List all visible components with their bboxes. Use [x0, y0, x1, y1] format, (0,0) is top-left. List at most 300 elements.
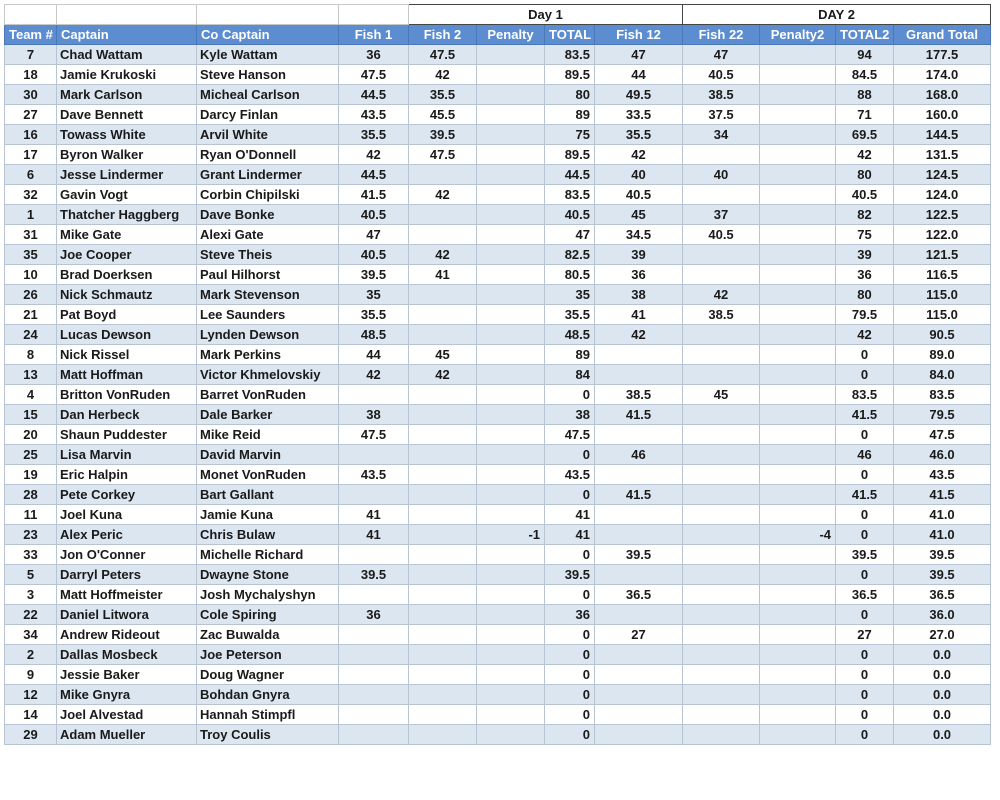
total2-cell[interactable]: 0 — [836, 365, 894, 385]
co-captain-cell[interactable]: Victor Khmelovskiy — [197, 365, 339, 385]
penalty2-header[interactable]: Penalty2 — [760, 25, 836, 45]
co-captain-cell[interactable]: Mike Reid — [197, 425, 339, 445]
penalty-cell[interactable] — [477, 65, 545, 85]
fish12-cell[interactable] — [595, 345, 683, 365]
fish12-cell[interactable] — [595, 645, 683, 665]
blank-cell[interactable] — [339, 5, 409, 25]
captain-cell[interactable]: Mike Gate — [57, 225, 197, 245]
team-number-cell[interactable]: 30 — [5, 85, 57, 105]
total-cell[interactable]: 44.5 — [545, 165, 595, 185]
total-cell[interactable]: 36 — [545, 605, 595, 625]
team-number-cell[interactable]: 31 — [5, 225, 57, 245]
grand-total-cell[interactable]: 41.0 — [894, 525, 991, 545]
fish2-cell[interactable] — [409, 665, 477, 685]
team-number-cell[interactable]: 11 — [5, 505, 57, 525]
total2-cell[interactable]: 69.5 — [836, 125, 894, 145]
fish22-cell[interactable] — [683, 345, 760, 365]
penalty-cell[interactable] — [477, 225, 545, 245]
penalty2-cell[interactable] — [760, 225, 836, 245]
co-captain-cell[interactable]: Ryan O'Donnell — [197, 145, 339, 165]
fish2-cell[interactable]: 47.5 — [409, 145, 477, 165]
blank-cell[interactable] — [197, 5, 339, 25]
total-cell[interactable]: 84 — [545, 365, 595, 385]
fish22-cell[interactable] — [683, 265, 760, 285]
fish2-header[interactable]: Fish 2 — [409, 25, 477, 45]
captain-cell[interactable]: Jon O'Conner — [57, 545, 197, 565]
total2-cell[interactable]: 39.5 — [836, 545, 894, 565]
fish22-cell[interactable] — [683, 185, 760, 205]
penalty-cell[interactable] — [477, 665, 545, 685]
fish1-cell[interactable]: 47 — [339, 225, 409, 245]
fish2-cell[interactable]: 42 — [409, 365, 477, 385]
co-captain-cell[interactable]: Paul Hilhorst — [197, 265, 339, 285]
fish22-cell[interactable] — [683, 325, 760, 345]
total2-cell[interactable]: 80 — [836, 285, 894, 305]
team-number-cell[interactable]: 15 — [5, 405, 57, 425]
fish2-cell[interactable] — [409, 585, 477, 605]
fish22-cell[interactable] — [683, 465, 760, 485]
penalty-cell[interactable]: -1 — [477, 525, 545, 545]
fish1-cell[interactable]: 47.5 — [339, 425, 409, 445]
penalty-cell[interactable] — [477, 465, 545, 485]
fish1-cell[interactable]: 48.5 — [339, 325, 409, 345]
fish22-cell[interactable]: 34 — [683, 125, 760, 145]
co-captain-cell[interactable]: Barret VonRuden — [197, 385, 339, 405]
fish12-cell[interactable] — [595, 605, 683, 625]
penalty2-cell[interactable] — [760, 605, 836, 625]
co-captain-cell[interactable]: Josh Mychalyshyn — [197, 585, 339, 605]
penalty2-cell[interactable] — [760, 585, 836, 605]
fish1-cell[interactable]: 36 — [339, 45, 409, 65]
fish1-header[interactable]: Fish 1 — [339, 25, 409, 45]
team-number-cell[interactable]: 33 — [5, 545, 57, 565]
captain-cell[interactable]: Jesse Lindermer — [57, 165, 197, 185]
total2-cell[interactable]: 94 — [836, 45, 894, 65]
co-captain-cell[interactable]: Bohdan Gnyra — [197, 685, 339, 705]
co-captain-cell[interactable]: Steve Hanson — [197, 65, 339, 85]
fish12-cell[interactable]: 47 — [595, 45, 683, 65]
captain-cell[interactable]: Towass White — [57, 125, 197, 145]
fish22-cell[interactable]: 40.5 — [683, 65, 760, 85]
fish22-cell[interactable] — [683, 245, 760, 265]
fish2-cell[interactable]: 42 — [409, 245, 477, 265]
fish22-cell[interactable] — [683, 605, 760, 625]
penalty2-cell[interactable] — [760, 265, 836, 285]
co-captain-cell[interactable]: Corbin Chipilski — [197, 185, 339, 205]
total2-cell[interactable]: 46 — [836, 445, 894, 465]
penalty-cell[interactable] — [477, 85, 545, 105]
fish2-cell[interactable] — [409, 625, 477, 645]
fish22-cell[interactable] — [683, 645, 760, 665]
fish1-cell[interactable]: 40.5 — [339, 245, 409, 265]
grand-total-cell[interactable]: 0.0 — [894, 725, 991, 745]
total2-cell[interactable]: 0 — [836, 705, 894, 725]
fish1-cell[interactable] — [339, 685, 409, 705]
penalty-cell[interactable] — [477, 425, 545, 445]
fish1-cell[interactable]: 39.5 — [339, 265, 409, 285]
penalty-cell[interactable] — [477, 545, 545, 565]
captain-cell[interactable]: Jessie Baker — [57, 665, 197, 685]
penalty2-cell[interactable] — [760, 465, 836, 485]
fish12-cell[interactable]: 44 — [595, 65, 683, 85]
team-number-cell[interactable]: 24 — [5, 325, 57, 345]
team-number-cell[interactable]: 7 — [5, 45, 57, 65]
grand-total-cell[interactable]: 39.5 — [894, 565, 991, 585]
penalty-header[interactable]: Penalty — [477, 25, 545, 45]
fish22-cell[interactable] — [683, 705, 760, 725]
grand-total-cell[interactable]: 0.0 — [894, 645, 991, 665]
penalty2-cell[interactable] — [760, 65, 836, 85]
grand-total-cell[interactable]: 168.0 — [894, 85, 991, 105]
fish1-cell[interactable]: 38 — [339, 405, 409, 425]
total-cell[interactable]: 89.5 — [545, 145, 595, 165]
fish22-cell[interactable]: 38.5 — [683, 305, 760, 325]
penalty2-cell[interactable] — [760, 205, 836, 225]
fish1-cell[interactable] — [339, 545, 409, 565]
total2-cell[interactable]: 0 — [836, 565, 894, 585]
fish1-cell[interactable]: 44.5 — [339, 165, 409, 185]
captain-cell[interactable]: Andrew Rideout — [57, 625, 197, 645]
total2-cell[interactable]: 79.5 — [836, 305, 894, 325]
fish12-cell[interactable] — [595, 425, 683, 445]
grand-total-cell[interactable]: 122.5 — [894, 205, 991, 225]
total-cell[interactable]: 0 — [545, 485, 595, 505]
fish12-cell[interactable] — [595, 705, 683, 725]
grand-total-cell[interactable]: 47.5 — [894, 425, 991, 445]
penalty2-cell[interactable] — [760, 165, 836, 185]
penalty-cell[interactable] — [477, 365, 545, 385]
fish2-cell[interactable] — [409, 305, 477, 325]
penalty-cell[interactable] — [477, 325, 545, 345]
fish2-cell[interactable]: 45.5 — [409, 105, 477, 125]
penalty2-cell[interactable] — [760, 705, 836, 725]
grand-total-cell[interactable]: 36.0 — [894, 605, 991, 625]
fish22-cell[interactable]: 42 — [683, 285, 760, 305]
grand-total-cell[interactable]: 144.5 — [894, 125, 991, 145]
fish22-cell[interactable] — [683, 145, 760, 165]
fish12-cell[interactable]: 41.5 — [595, 485, 683, 505]
total2-cell[interactable]: 36 — [836, 265, 894, 285]
co-captain-cell[interactable]: Doug Wagner — [197, 665, 339, 685]
fish1-cell[interactable]: 39.5 — [339, 565, 409, 585]
grand-total-cell[interactable]: 116.5 — [894, 265, 991, 285]
captain-cell[interactable]: Pete Corkey — [57, 485, 197, 505]
team-number-cell[interactable]: 13 — [5, 365, 57, 385]
team-number-cell[interactable]: 5 — [5, 565, 57, 585]
total2-cell[interactable]: 84.5 — [836, 65, 894, 85]
captain-cell[interactable]: Darryl Peters — [57, 565, 197, 585]
captain-cell[interactable]: Lisa Marvin — [57, 445, 197, 465]
fish22-cell[interactable] — [683, 565, 760, 585]
penalty2-cell[interactable] — [760, 505, 836, 525]
co-captain-cell[interactable]: Troy Coulis — [197, 725, 339, 745]
co-captain-cell[interactable]: Dave Bonke — [197, 205, 339, 225]
grand-total-cell[interactable]: 115.0 — [894, 285, 991, 305]
penalty2-cell[interactable] — [760, 445, 836, 465]
fish22-cell[interactable] — [683, 505, 760, 525]
total-cell[interactable]: 35.5 — [545, 305, 595, 325]
fish1-cell[interactable]: 35.5 — [339, 305, 409, 325]
fish2-cell[interactable] — [409, 545, 477, 565]
fish22-cell[interactable] — [683, 365, 760, 385]
team-number-cell[interactable]: 28 — [5, 485, 57, 505]
fish12-cell[interactable]: 40 — [595, 165, 683, 185]
fish12-cell[interactable]: 39.5 — [595, 545, 683, 565]
penalty2-cell[interactable] — [760, 385, 836, 405]
fish12-cell[interactable]: 38.5 — [595, 385, 683, 405]
total-cell[interactable]: 48.5 — [545, 325, 595, 345]
total-cell[interactable]: 0 — [545, 625, 595, 645]
fish1-cell[interactable]: 42 — [339, 145, 409, 165]
fish2-cell[interactable]: 42 — [409, 185, 477, 205]
penalty-cell[interactable] — [477, 285, 545, 305]
co-captain-cell[interactable]: Dale Barker — [197, 405, 339, 425]
co-captain-cell[interactable]: Zac Buwalda — [197, 625, 339, 645]
total2-cell[interactable]: 0 — [836, 605, 894, 625]
total-cell[interactable]: 0 — [545, 725, 595, 745]
grand-total-cell[interactable]: 177.5 — [894, 45, 991, 65]
grand-total-cell[interactable]: 41.0 — [894, 505, 991, 525]
fish12-cell[interactable]: 39 — [595, 245, 683, 265]
penalty-cell[interactable] — [477, 105, 545, 125]
co-captain-cell[interactable]: Cole Spiring — [197, 605, 339, 625]
total2-cell[interactable]: 0 — [836, 345, 894, 365]
co-captain-cell[interactable]: Arvil White — [197, 125, 339, 145]
grand-total-cell[interactable]: 83.5 — [894, 385, 991, 405]
captain-cell[interactable]: Dave Bennett — [57, 105, 197, 125]
total-cell[interactable]: 83.5 — [545, 45, 595, 65]
fish1-cell[interactable]: 36 — [339, 605, 409, 625]
fish12-cell[interactable] — [595, 725, 683, 745]
penalty2-cell[interactable] — [760, 665, 836, 685]
team-number-cell[interactable]: 18 — [5, 65, 57, 85]
penalty2-cell[interactable] — [760, 365, 836, 385]
penalty-cell[interactable] — [477, 245, 545, 265]
fish12-cell[interactable] — [595, 665, 683, 685]
fish12-cell[interactable]: 46 — [595, 445, 683, 465]
captain-cell[interactable]: Nick Schmautz — [57, 285, 197, 305]
fish22-cell[interactable] — [683, 485, 760, 505]
captain-cell[interactable]: Thatcher Haggberg — [57, 205, 197, 225]
fish22-header[interactable]: Fish 22 — [683, 25, 760, 45]
captain-cell[interactable]: Gavin Vogt — [57, 185, 197, 205]
grand-total-cell[interactable]: 46.0 — [894, 445, 991, 465]
day1-label[interactable]: Day 1 — [409, 5, 683, 25]
grand-total-cell[interactable]: 0.0 — [894, 665, 991, 685]
fish2-cell[interactable] — [409, 485, 477, 505]
fish1-cell[interactable]: 35.5 — [339, 125, 409, 145]
total2-cell[interactable]: 71 — [836, 105, 894, 125]
penalty-cell[interactable] — [477, 625, 545, 645]
total-cell[interactable]: 40.5 — [545, 205, 595, 225]
team-number-cell[interactable]: 16 — [5, 125, 57, 145]
total-cell[interactable]: 0 — [545, 385, 595, 405]
penalty-cell[interactable] — [477, 265, 545, 285]
total-cell[interactable]: 0 — [545, 645, 595, 665]
fish2-cell[interactable] — [409, 445, 477, 465]
team-number-cell[interactable]: 17 — [5, 145, 57, 165]
penalty2-cell[interactable] — [760, 285, 836, 305]
grand-total-cell[interactable]: 115.0 — [894, 305, 991, 325]
co-captain-cell[interactable]: Micheal Carlson — [197, 85, 339, 105]
grand-total-cell[interactable]: 90.5 — [894, 325, 991, 345]
fish12-header[interactable]: Fish 12 — [595, 25, 683, 45]
fish1-cell[interactable]: 40.5 — [339, 205, 409, 225]
fish2-cell[interactable] — [409, 405, 477, 425]
fish2-cell[interactable]: 45 — [409, 345, 477, 365]
penalty2-cell[interactable] — [760, 625, 836, 645]
fish2-cell[interactable]: 39.5 — [409, 125, 477, 145]
captain-cell[interactable]: Adam Mueller — [57, 725, 197, 745]
fish12-cell[interactable] — [595, 525, 683, 545]
total-cell[interactable]: 89.5 — [545, 65, 595, 85]
co-captain-cell[interactable]: Kyle Wattam — [197, 45, 339, 65]
team-number-cell[interactable]: 1 — [5, 205, 57, 225]
fish2-cell[interactable] — [409, 525, 477, 545]
team-number-cell[interactable]: 27 — [5, 105, 57, 125]
fish12-cell[interactable]: 27 — [595, 625, 683, 645]
total-cell[interactable]: 47.5 — [545, 425, 595, 445]
fish12-cell[interactable]: 38 — [595, 285, 683, 305]
total2-cell[interactable]: 42 — [836, 145, 894, 165]
fish22-cell[interactable] — [683, 625, 760, 645]
team-number-cell[interactable]: 8 — [5, 345, 57, 365]
fish22-cell[interactable]: 37 — [683, 205, 760, 225]
co-captain-cell[interactable]: Steve Theis — [197, 245, 339, 265]
penalty-cell[interactable] — [477, 485, 545, 505]
penalty-cell[interactable] — [477, 565, 545, 585]
fish12-cell[interactable] — [595, 685, 683, 705]
fish22-cell[interactable] — [683, 445, 760, 465]
fish1-cell[interactable] — [339, 485, 409, 505]
co-captain-header[interactable]: Co Captain — [197, 25, 339, 45]
fish12-cell[interactable]: 40.5 — [595, 185, 683, 205]
grand-total-cell[interactable]: 27.0 — [894, 625, 991, 645]
fish22-cell[interactable] — [683, 545, 760, 565]
co-captain-cell[interactable]: Mark Stevenson — [197, 285, 339, 305]
fish22-cell[interactable] — [683, 725, 760, 745]
total2-cell[interactable]: 75 — [836, 225, 894, 245]
team-number-cell[interactable]: 6 — [5, 165, 57, 185]
total-cell[interactable]: 43.5 — [545, 465, 595, 485]
fish1-cell[interactable]: 41 — [339, 525, 409, 545]
penalty-cell[interactable] — [477, 125, 545, 145]
captain-cell[interactable]: Pat Boyd — [57, 305, 197, 325]
total-cell[interactable]: 0 — [545, 445, 595, 465]
total2-cell[interactable]: 0 — [836, 465, 894, 485]
captain-cell[interactable]: Chad Wattam — [57, 45, 197, 65]
total2-header[interactable]: TOTAL2 — [836, 25, 894, 45]
fish1-cell[interactable]: 43.5 — [339, 105, 409, 125]
total2-cell[interactable]: 41.5 — [836, 485, 894, 505]
fish22-cell[interactable]: 40.5 — [683, 225, 760, 245]
fish12-cell[interactable]: 36.5 — [595, 585, 683, 605]
grand-total-cell[interactable]: 124.0 — [894, 185, 991, 205]
penalty2-cell[interactable] — [760, 545, 836, 565]
fish2-cell[interactable] — [409, 705, 477, 725]
fish1-cell[interactable] — [339, 705, 409, 725]
captain-cell[interactable]: Dallas Mosbeck — [57, 645, 197, 665]
total2-cell[interactable]: 0 — [836, 425, 894, 445]
grand-total-cell[interactable]: 39.5 — [894, 545, 991, 565]
fish2-cell[interactable] — [409, 285, 477, 305]
penalty2-cell[interactable] — [760, 305, 836, 325]
co-captain-cell[interactable]: Joe Peterson — [197, 645, 339, 665]
fish12-cell[interactable]: 41 — [595, 305, 683, 325]
grand-total-cell[interactable]: 0.0 — [894, 705, 991, 725]
fish12-cell[interactable]: 36 — [595, 265, 683, 285]
fish12-cell[interactable]: 49.5 — [595, 85, 683, 105]
fish12-cell[interactable]: 42 — [595, 145, 683, 165]
fish2-cell[interactable] — [409, 505, 477, 525]
fish1-cell[interactable] — [339, 585, 409, 605]
total2-cell[interactable]: 39 — [836, 245, 894, 265]
co-captain-cell[interactable]: Hannah Stimpfl — [197, 705, 339, 725]
captain-cell[interactable]: Brad Doerksen — [57, 265, 197, 285]
penalty-cell[interactable] — [477, 305, 545, 325]
penalty-cell[interactable] — [477, 685, 545, 705]
captain-cell[interactable]: Matt Hoffman — [57, 365, 197, 385]
fish1-cell[interactable]: 44 — [339, 345, 409, 365]
fish2-cell[interactable] — [409, 725, 477, 745]
captain-cell[interactable]: Nick Rissel — [57, 345, 197, 365]
captain-cell[interactable]: Joel Alvestad — [57, 705, 197, 725]
team-number-cell[interactable]: 12 — [5, 685, 57, 705]
grand-total-cell[interactable]: 43.5 — [894, 465, 991, 485]
penalty-cell[interactable] — [477, 645, 545, 665]
penalty-cell[interactable] — [477, 385, 545, 405]
team-number-cell[interactable]: 14 — [5, 705, 57, 725]
fish22-cell[interactable]: 47 — [683, 45, 760, 65]
fish2-cell[interactable] — [409, 685, 477, 705]
captain-header[interactable]: Captain — [57, 25, 197, 45]
co-captain-cell[interactable]: Dwayne Stone — [197, 565, 339, 585]
total2-cell[interactable]: 83.5 — [836, 385, 894, 405]
fish22-cell[interactable] — [683, 585, 760, 605]
grand-total-cell[interactable]: 124.5 — [894, 165, 991, 185]
penalty2-cell[interactable] — [760, 85, 836, 105]
penalty2-cell[interactable] — [760, 485, 836, 505]
captain-cell[interactable]: Mike Gnyra — [57, 685, 197, 705]
fish1-cell[interactable]: 44.5 — [339, 85, 409, 105]
fish1-cell[interactable] — [339, 725, 409, 745]
team-number-cell[interactable]: 26 — [5, 285, 57, 305]
penalty-cell[interactable] — [477, 345, 545, 365]
total2-cell[interactable]: 80 — [836, 165, 894, 185]
fish2-cell[interactable] — [409, 425, 477, 445]
penalty-cell[interactable] — [477, 205, 545, 225]
co-captain-cell[interactable]: David Marvin — [197, 445, 339, 465]
penalty2-cell[interactable]: -4 — [760, 525, 836, 545]
co-captain-cell[interactable]: Michelle Richard — [197, 545, 339, 565]
total2-cell[interactable]: 42 — [836, 325, 894, 345]
total2-cell[interactable]: 36.5 — [836, 585, 894, 605]
fish1-cell[interactable] — [339, 645, 409, 665]
fish22-cell[interactable]: 45 — [683, 385, 760, 405]
total2-cell[interactable]: 0 — [836, 505, 894, 525]
fish12-cell[interactable]: 41.5 — [595, 405, 683, 425]
total-cell[interactable]: 41 — [545, 505, 595, 525]
fish12-cell[interactable] — [595, 365, 683, 385]
fish12-cell[interactable]: 42 — [595, 325, 683, 345]
grand-total-cell[interactable]: 79.5 — [894, 405, 991, 425]
captain-cell[interactable]: Alex Peric — [57, 525, 197, 545]
penalty-cell[interactable] — [477, 185, 545, 205]
grand-total-cell[interactable]: 160.0 — [894, 105, 991, 125]
fish1-cell[interactable] — [339, 445, 409, 465]
captain-cell[interactable]: Mark Carlson — [57, 85, 197, 105]
penalty-cell[interactable] — [477, 405, 545, 425]
